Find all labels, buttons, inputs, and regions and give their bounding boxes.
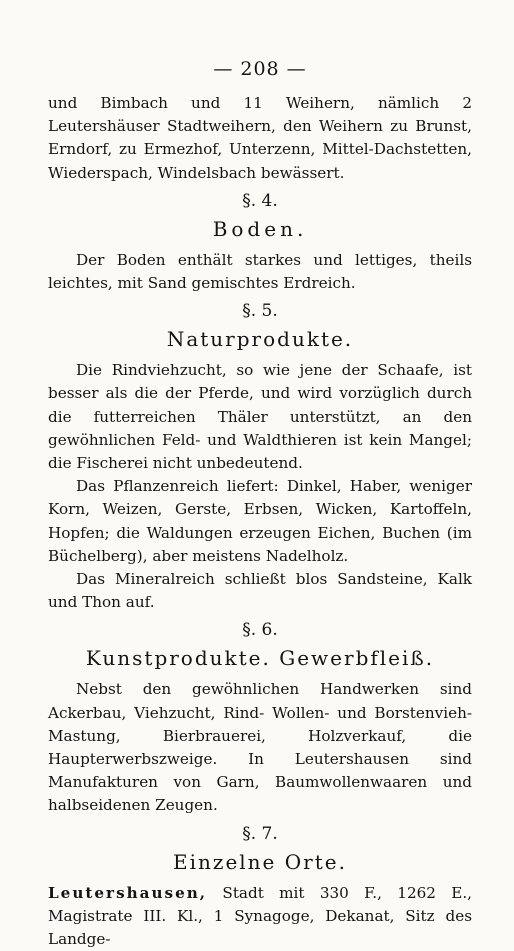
- paragraph-tiere: Die Rindviehzucht, so wie jene der Schaafe, ist besser als die der Pferde, und wird vorzüglich durch die futterreichen Thäler unterstützt, an den gewöhnlichen Feld- und Waldthieren ist kein Mangel; die Fischerei nicht unbedeutend.: [48, 361, 472, 473]
- section-number-6: §. 6.: [242, 620, 278, 641]
- section-heading-einzelne-orte: Einzelne Orte.: [173, 849, 347, 874]
- intro-paragraph: und Bimbach und 11 Weihern, nämlich 2 Leutershäuser Stadtweihern, den Weihern zu Brunst, Erndorf, zu Ermezhof, Unterzenn, Mittel-Dachstetten, Wiederspach, Windelsbach bewässert.: [48, 94, 472, 182]
- section-heading-kunstprodukte: Kunstprodukte. Gewerbfleiß.: [85, 646, 435, 671]
- paragraph-boden: Der Boden enthält starkes und lettiges, theils leichtes, mit Sand gemischtes Erdreich.: [48, 250, 472, 293]
- paragraph-leutershausen: [48, 882, 472, 951]
- section-number-5: §. 5.: [242, 301, 278, 322]
- section-number-7: §. 7.: [242, 823, 278, 844]
- paragraph-pflanzen: Das Pflanzenreich liefert: Dinkel, Haber, weniger Korn, Weizen, Gerste, Erbsen, Wicken, Kartoffeln, Hopfen; die Waldungen erzeugen Eichen, Buchen (im Büchelberg), aber meistens Nadelholz.: [48, 477, 472, 565]
- page-number: — 208 —: [213, 58, 307, 80]
- section-heading-naturprodukte: Naturprodukte.: [166, 327, 354, 352]
- section-heading-boden: Boden.: [212, 216, 308, 241]
- section-number-4: §. 4.: [242, 190, 278, 211]
- place-name-leutershausen: Leutershausen,: [48, 883, 208, 902]
- paragraph-gewerbe: Nebst den gewöhnlichen Handwerken sind Ackerbau, Viehzucht, Rind- Wollen- und Borstenvieh-Mastung, Bierbrauerei, Holzverkauf, die Haupterwerbszweige. In Leutershausen sind Manufakturen von Garn, Baumwollenwaaren und halbseidenen Zeugen.: [48, 680, 472, 815]
- paragraph-mineral: Das Mineralreich schließt blos Sandsteine, Kalk und Thon auf.: [48, 570, 472, 612]
- book-page: [48, 58, 472, 951]
- paragraph-leutershausen-text: Stadt mit 330 F., 1262 E., Magistrate III. Kl., 1 Synagoge, Dekanat, Sitz des Landge-: [48, 883, 472, 949]
